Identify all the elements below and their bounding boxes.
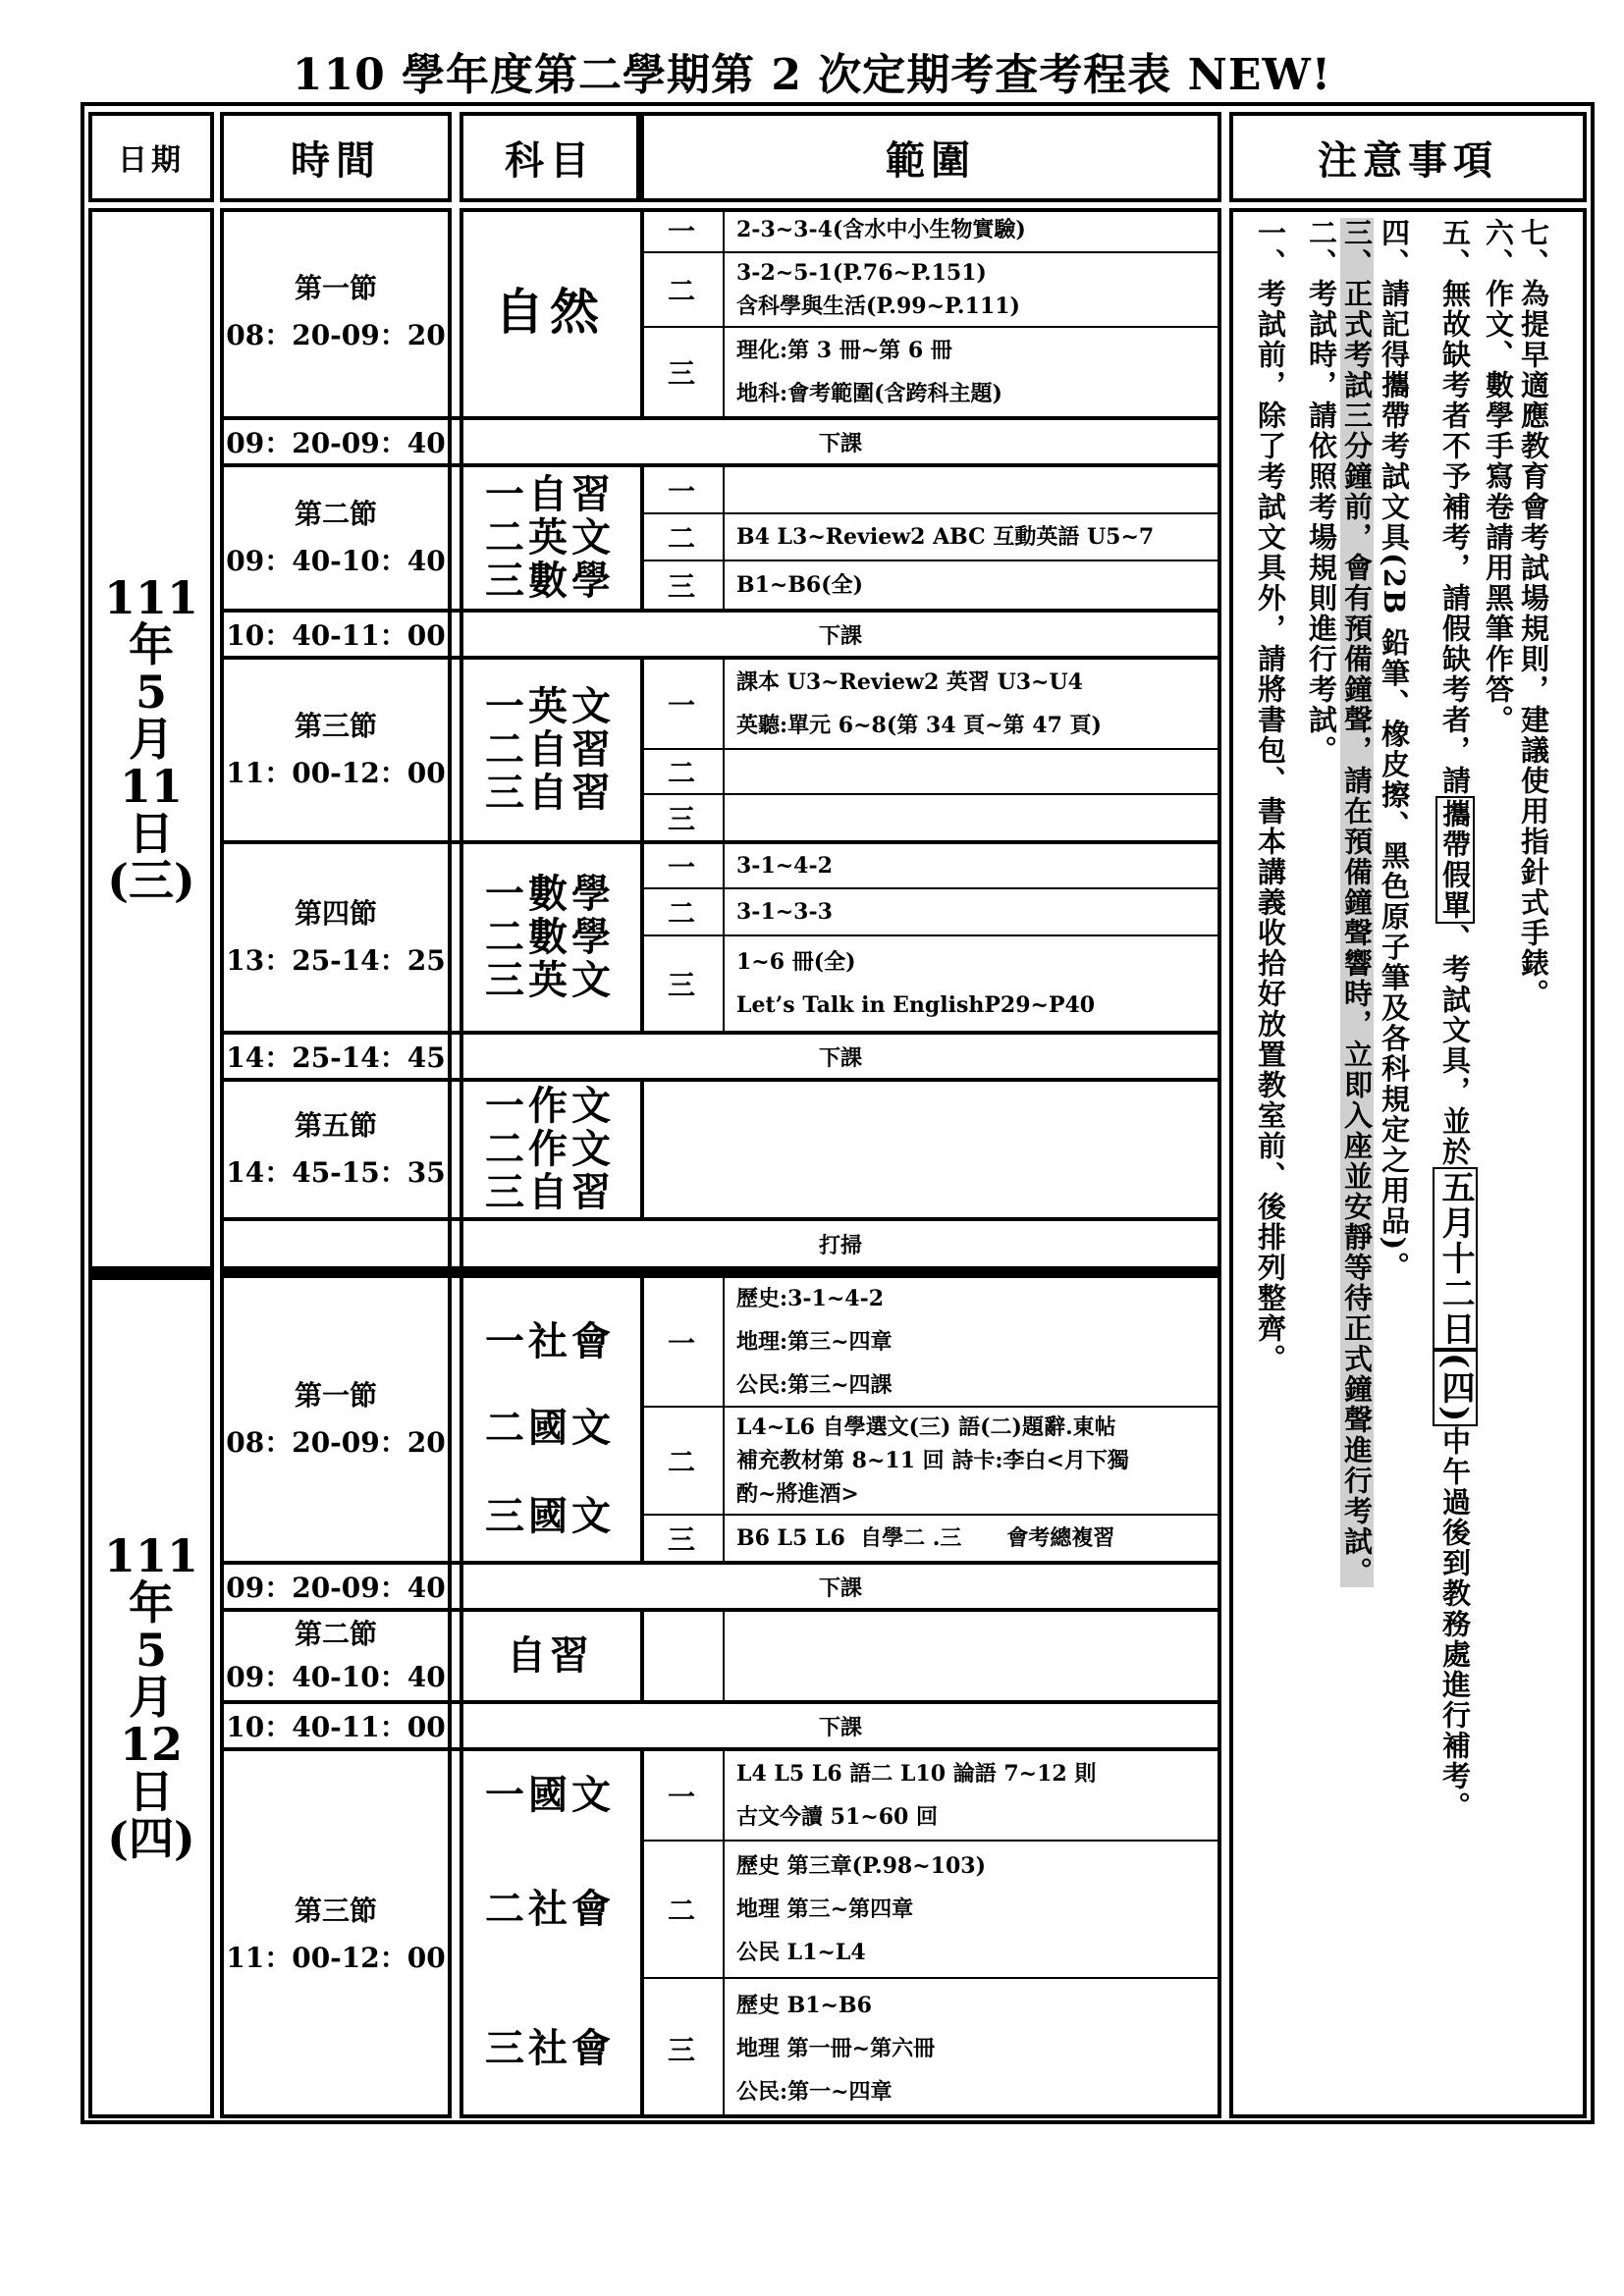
d1-break3-label: 下課 [818,1044,862,1071]
d2-period2-time-cell: 第二節 09：40-10：40 [226,1618,446,1693]
d1-break1-time: 09：20-09：40 [226,427,446,459]
d1-break2-time: 10：40-11：00 [226,619,446,652]
d1-break2-label: 下課 [818,622,862,649]
d1-period1-time-cell: 第一節 08：20-09：20 [226,272,446,351]
d2-p3-scope3: 歷史 B1~B6 地理 第一冊~第六冊 公民:第一~四章 [736,1993,936,2105]
note-5: 五、無故缺考者不予補考，請假缺考者，請攜帶假單、考試文具，並於五月十二日(四)中午過後到教務處進行補考。 [1422,218,1471,2103]
header-time: 時間 [291,136,381,184]
d2-p3-scope1: L4 L5 L6 語二 L10 論語 7~12 則 古文今讀 51~60 回 [736,1761,1097,1830]
d1-p1-scope1: 2-3~3-4(含水中小生物實驗) [736,217,1026,242]
note-3-highlight: 三、正式考試三分鐘前，會有預備鐘聲，請在預備鐘聲響時，立即入座並安靜等待正式鐘聲進行考試。 [1340,218,1374,1587]
d2-p1-scope3: B6 L5 L6 自學二 .三 會考總複習 [736,1525,1115,1551]
header-date: 日期 [118,143,185,178]
d1-p1-scope2: 3-2~5-1(P.76~P.151) 含科學與生活(P.99~P.111) [736,260,1020,319]
d1-p3-scope1: 課本 U3~Review2 英習 U3~U4 英聽:單元 6~8(第 34 頁~第 47 頁) [736,669,1102,738]
d2-p3-subject1: 一國文 [485,1772,615,1818]
d1-cleaning-label: 打掃 [818,1232,862,1258]
note-5-highlight-weekday: (四) [1433,1350,1478,1426]
note-1: 一、考試前，除了考試文具外，請將書包、書本講義收拾好放置教室前、後排列整齊。 [1254,218,1287,1374]
d1-p4-grade3: 三 [667,969,695,1001]
d2-p1-scope2: L4~L6 自學選文(三) 語(二)題辭.東帖 補充教材第 8~11 回 詩卡:李白<月下獨 酌~將進酒> [736,1415,1129,1507]
d1-p2-grade2: 二 [667,522,695,555]
day2-date: 111 年 5 月 12 日 (四) [103,1529,199,1865]
col-line [640,1082,644,1217]
d1-p3-grade1: 一 [667,689,695,721]
d1-p1-subject: 自然 [495,283,605,341]
header-subject: 科目 [505,136,595,184]
note-4: 四、請記得攜帶考試文具(2B 鉛筆、橡皮擦、黑色原子筆及各科規定之用品)。 [1378,218,1411,1283]
d1-period4-time-cell: 第四節 13：25-14：25 [226,897,446,977]
d1-p2-subject: 一自習 二英文 三數學 [485,471,615,604]
d2-p3-subject3: 三社會 [485,2025,615,2071]
d1-p1-grade1: 一 [667,215,695,247]
d2-period1-time-cell: 第一節 08：20-09：20 [226,1379,446,1459]
d2-p1-subject3: 三國文 [485,1493,615,1539]
header-notes: 注意事項 [1318,136,1498,184]
page-title: 110 學年度第二學期第 2 次定期考查考程表 NEW! [292,50,1332,100]
note-5-highlight-leave-slip: 攜帶假單 [1435,796,1475,924]
d1-p4-scope3: 1~6 冊(全) Let’s Talk in EnglishP29~P40 [736,949,1096,1018]
d2-break2-label: 下課 [818,1714,862,1740]
d1-p5-subject: 一作文 二作文 三自習 [485,1083,615,1215]
d1-p4-grade2: 二 [667,897,695,930]
d1-p1-grade3: 三 [667,357,695,390]
d1-p2-scope1 [725,467,1221,512]
d1-p1-grade2: 二 [667,275,695,307]
d2-p3-subject2: 二社會 [485,1886,615,1932]
d2-p1-grade1: 一 [667,1327,695,1360]
d2-p1-subject2: 二國文 [485,1405,615,1451]
day-sep [220,1266,1221,1278]
d2-break2-time: 10：40-11：00 [226,1711,446,1743]
d1-p2-scope2: B4 L3~Review2 ABC 互動英語 U5~7 [736,524,1155,550]
day-sep-date [88,1270,214,1278]
d1-period5-time-cell: 第五節 14：45-15：35 [226,1109,446,1189]
d1-p3-grade2: 二 [667,757,695,789]
d1-p1-scope3: 理化:第 3 冊~第 6 冊 地科:會考範圍(含跨科主題) [736,338,1002,406]
d1-period2-time-cell: 第二節 09：40-10：40 [226,498,446,577]
d1-period3-time-cell: 第三節 11：00-12：00 [226,710,446,789]
d2-p3-grade3: 三 [667,2034,695,2066]
d1-break3-time: 14：25-14：45 [226,1041,446,1074]
d1-p3-subject: 一英文 二自習 三自習 [485,683,615,816]
d2-p1-subject1: 一社會 [485,1318,615,1364]
d2-p1-grade3: 三 [667,1523,695,1556]
d2-break1-time: 09：20-09：40 [226,1572,446,1604]
d2-p2-subject: 自習 [507,1632,593,1679]
d2-p3-grade1: 一 [667,1781,695,1813]
d1-p4-scope1: 3-1~4-2 [736,853,833,879]
d1-break1-label: 下課 [818,430,862,456]
d1-p4-subject: 一數學 二數學 三英文 [485,871,615,1003]
d1-p4-grade1: 一 [667,851,695,883]
note-3 [1335,218,1373,2103]
d2-p1-grade2: 二 [667,1446,695,1478]
d2-p1-scope1: 歷史:3-1~4-2 地理:第三~四章 公民:第三~四課 [736,1286,893,1398]
day1-date: 111 年 5 月 11 日 (三) [103,571,199,907]
d1-p2-grade3: 三 [667,570,695,603]
d1-p3-scope3 [725,795,1221,840]
d1-p2-grade1: 一 [667,475,695,507]
d2-p3-grade2: 二 [667,1895,695,1927]
d1-p4-scope2: 3-1~3-3 [736,899,833,925]
d1-p3-grade3: 三 [667,803,695,835]
d1-p3-scope2 [725,750,1221,793]
merged-cell-bg [642,1082,725,1217]
note-5-highlight-date: 五月十二日 [1433,1167,1478,1350]
col-line [640,1612,644,1700]
d2-period3-time-cell: 第三節 11：00-12：00 [226,1895,446,1974]
header-scope: 範圍 [886,136,976,184]
note-7: 七、為提早適應教育會考試場規則，建議使用指針式手錶。 [1517,218,1550,1009]
d2-p3-scope2: 歷史 第三章(P.98~103) 地理 第三~第四章 公民 L1~L4 [736,1853,987,1965]
note-2: 二、考試時，請依照考場規則進行考試。 [1305,218,1338,766]
d1-p2-scope3: B1~B6(全) [736,572,864,598]
d2-break1-label: 下課 [818,1575,862,1601]
note-6: 六、作文、數學手寫卷請用黑筆作答。 [1482,218,1515,735]
